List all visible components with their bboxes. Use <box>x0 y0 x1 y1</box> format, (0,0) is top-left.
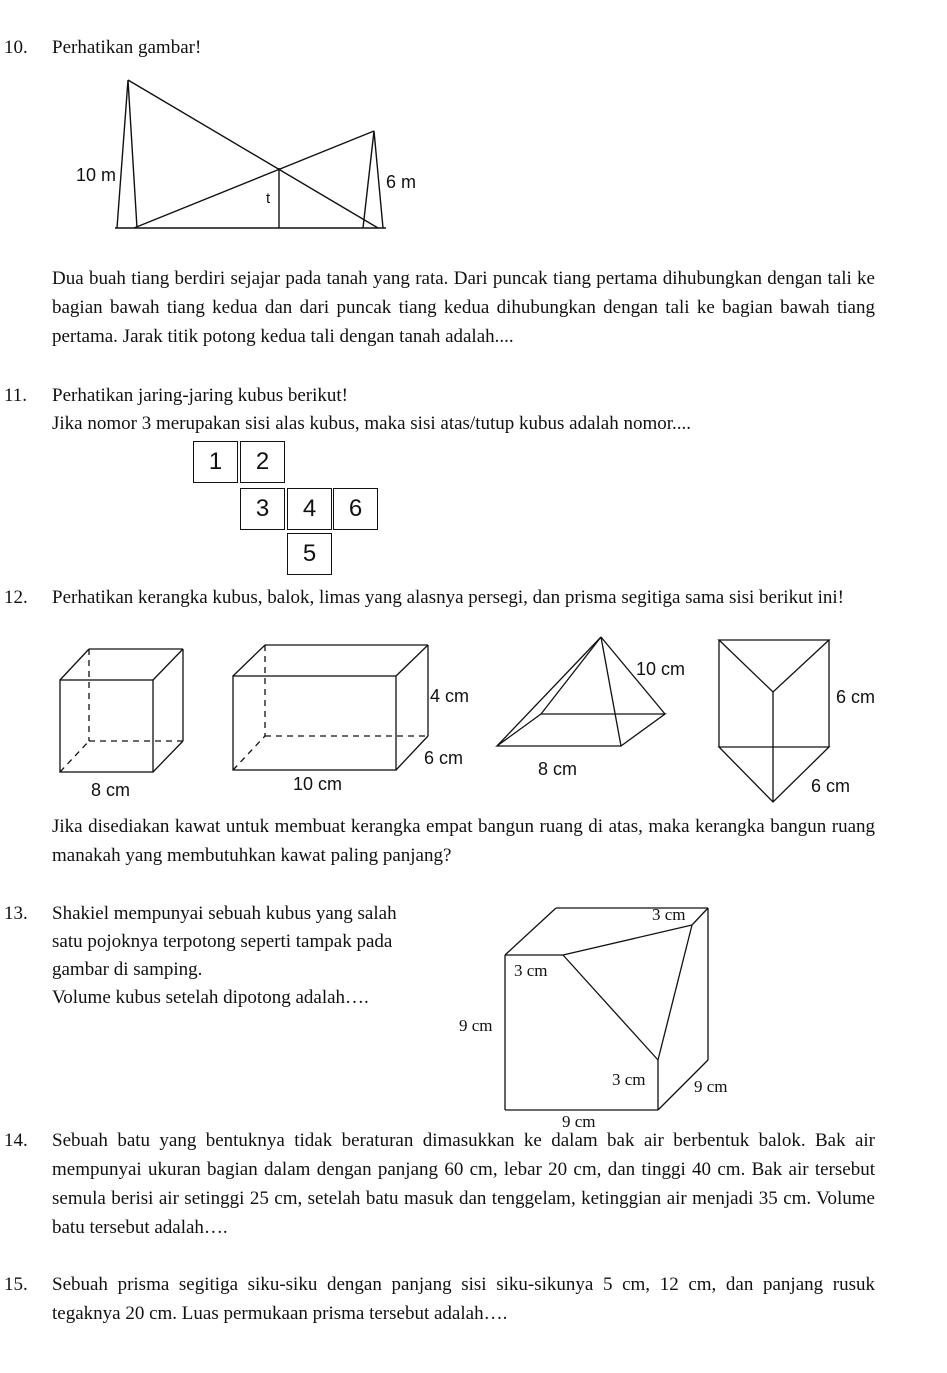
q13-line-3: gambar di samping. <box>52 959 203 980</box>
label-cut-vertical-3cm: 3 cm <box>612 1070 646 1089</box>
q12-question: Jika disediakan kawat untuk membuat kerangka empat bangun ruang di atas, maka kerangka bangun ruang manakah yang membutuhkan kawat paling panjang? <box>52 816 875 866</box>
q10-text: Dua buah tiang berdiri sejajar pada tanah yang rata. Dari puncak tiang pertama dihubungkan dengan tali ke bagian bawah tiang kedua dan dari puncak tiang kedua dihubungkan dengan tali ke bagian bawah tiang pertama. Jarak titik potong kedua tali dengan tanah adalah.... <box>52 268 875 347</box>
net-face-3: 3 <box>240 488 285 530</box>
label-t: t <box>266 190 271 207</box>
label-cut-top-3cm: 3 cm <box>652 905 686 924</box>
label-cube-8cm: 8 cm <box>91 780 131 800</box>
q11-intro: Perhatikan jaring-jaring kubus berikut! <box>52 385 349 406</box>
label-box-10cm: 10 cm <box>293 774 343 794</box>
q13-line-4: Volume kubus setelah dipotong adalah…. <box>52 987 369 1008</box>
net-face-5: 5 <box>287 533 332 575</box>
q10-number: 10. <box>4 37 28 58</box>
label-height-9cm: 9 cm <box>459 1016 493 1035</box>
label-width-9cm: 9 cm <box>562 1112 596 1131</box>
q13-number: 13. <box>4 903 28 924</box>
label-box-6cm: 6 cm <box>424 748 464 768</box>
label-prism-6cm-side: 6 cm <box>811 776 851 796</box>
q13-line-2: satu pojoknya terpotong seperti tampak pada <box>52 931 393 952</box>
label-pyramid-8cm: 8 cm <box>538 759 578 779</box>
q11-number: 11. <box>4 385 28 406</box>
label-10m: 10 m <box>76 165 117 185</box>
label-box-4cm: 4 cm <box>430 686 470 706</box>
net-face-1: 1 <box>193 441 238 483</box>
q15-number: 15. <box>4 1274 28 1295</box>
q15-text: Sebuah prisma segitiga siku-siku dengan panjang sisi siku-sikunya 5 cm, 12 cm, dan panjang rusuk tegaknya 20 cm. Luas permukaan prisma tersebut adalah…. <box>52 1274 875 1324</box>
q13-line-1: Shakiel mempunyai sebuah kubus yang salah <box>52 903 397 924</box>
label-6m: 6 m <box>386 172 417 192</box>
q10-intro: Perhatikan gambar! <box>52 37 202 58</box>
q14-number: 14. <box>4 1130 28 1151</box>
label-pyramid-10cm: 10 cm <box>636 659 686 679</box>
net-face-2: 2 <box>240 441 285 483</box>
label-cut-front-3cm: 3 cm <box>514 961 548 980</box>
net-face-4: 4 <box>287 488 332 530</box>
label-prism-6cm-length: 6 cm <box>836 687 876 707</box>
q14-text: Sebuah batu yang bentuknya tidak beraturan dimasukkan ke dalam bak air berbentuk balok. Bak air mempunyai ukuran bagian dalam dengan panjang 60 cm, lebar 20 cm, dan tinggi 40 cm. Bak air tersebut semula berisi air setinggi 25 cm, setelah batu masuk dan tenggelam, ketinggian air menjadi 35 cm. Volume batu tersebut adalah…. <box>52 1130 875 1238</box>
net-face-6: 6 <box>333 488 378 530</box>
q11-text: Jika nomor 3 merupakan sisi alas kubus, maka sisi atas/tutup kubus adalah nomor.... <box>52 413 692 434</box>
label-depth-9cm: 9 cm <box>694 1077 728 1096</box>
q12-text: Perhatikan kerangka kubus, balok, limas yang alasnya persegi, dan prisma segitiga sama sisi berikut ini! <box>52 587 844 608</box>
q12-number: 12. <box>4 587 28 608</box>
